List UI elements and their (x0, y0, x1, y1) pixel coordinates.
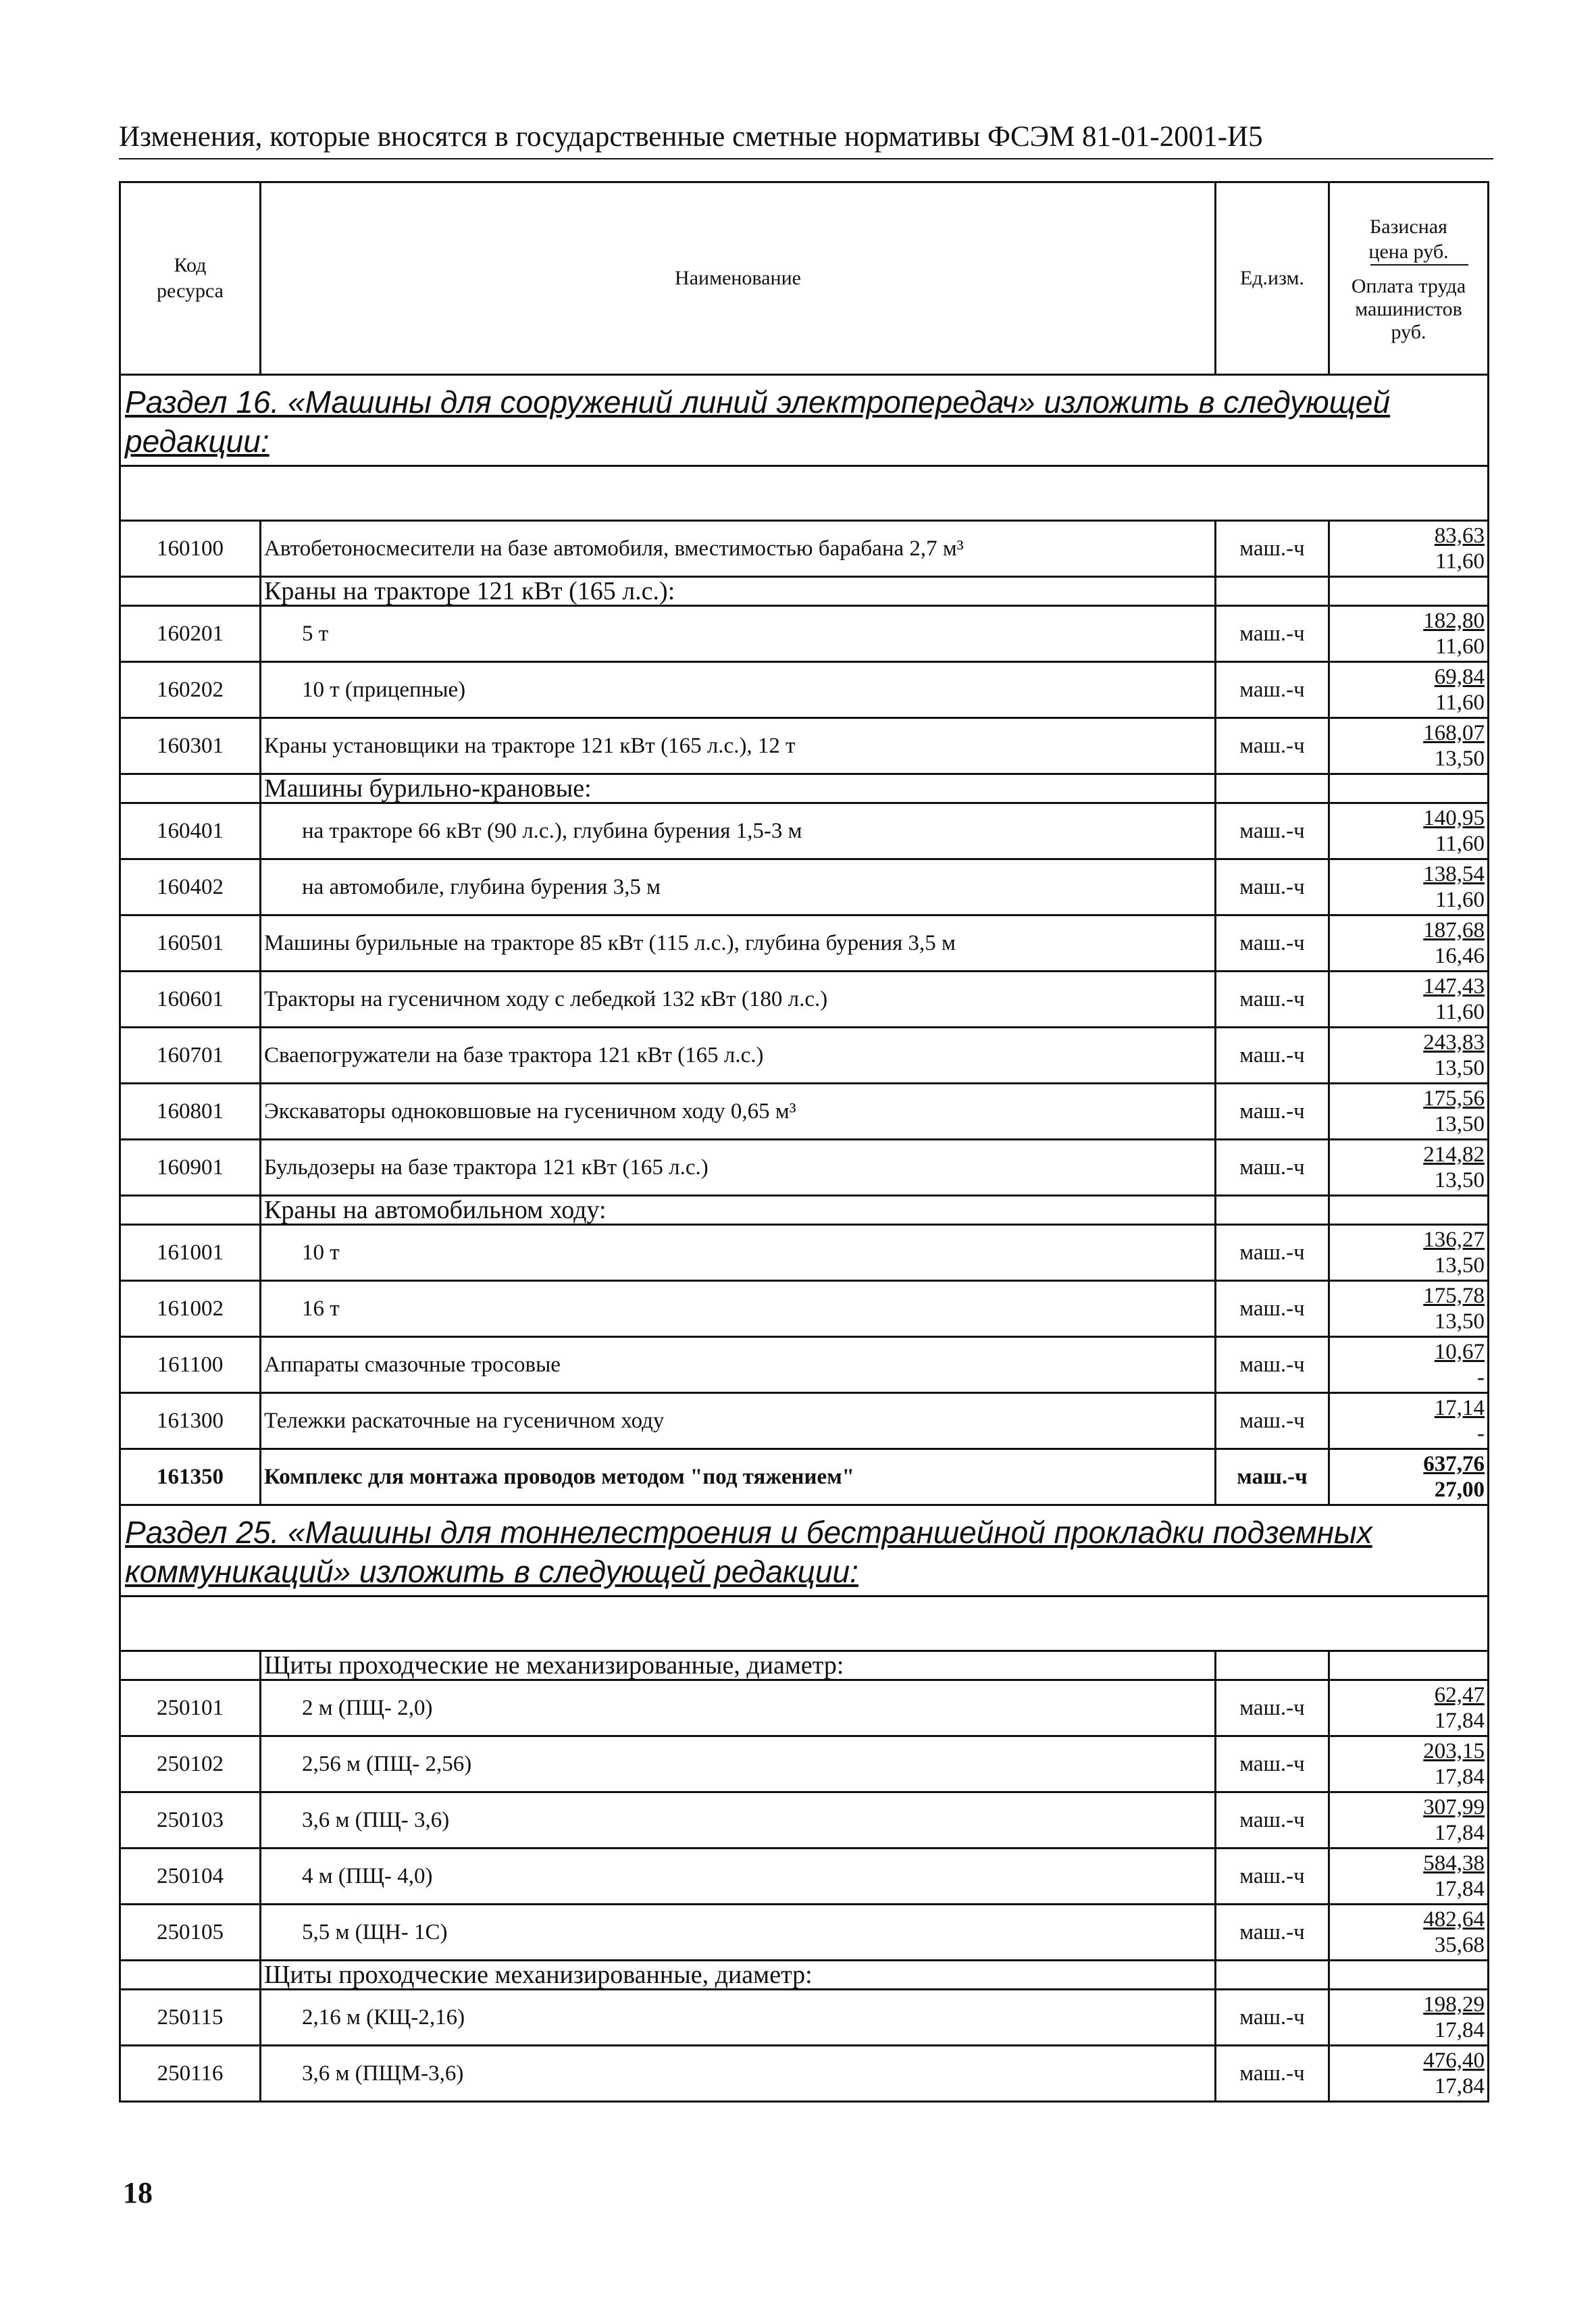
resource-unit: маш.-ч (1216, 1848, 1329, 1905)
group-code-cell (120, 577, 261, 606)
price-cell (1329, 1449, 1489, 1505)
resource-code: 161300 (120, 1393, 261, 1449)
resource-code: 161002 (120, 1281, 261, 1337)
resource-name: Тележки раскаточные на гусеничном ходу (261, 1393, 1216, 1449)
base-price-value: 10,67 (1434, 1340, 1485, 1364)
column-header-code: Код ресурса (120, 182, 261, 375)
section-row (120, 1505, 1489, 1596)
section-title (120, 375, 1489, 466)
resource-unit: маш.-ч (1216, 1905, 1329, 1961)
base-price-value: 62,47 (1434, 1683, 1485, 1707)
column-header-name: Наименование (261, 182, 1216, 375)
resource-code: 160601 (120, 972, 261, 1028)
group-code-cell (120, 1651, 261, 1680)
base-price (1330, 1451, 1485, 1477)
price-cell (1329, 1225, 1489, 1281)
base-price (1330, 664, 1485, 690)
resource-code: 160201 (120, 606, 261, 662)
base-price-value: 140,95 (1423, 806, 1485, 830)
operator-wage: 13,50 (1434, 1253, 1485, 1278)
operator-wage: - (1477, 1365, 1485, 1390)
resource-unit: маш.-ч (1216, 1337, 1329, 1393)
group-name: Щиты проходческие не механизированные, диаметр: (261, 1651, 1216, 1680)
base-price-value: 69,84 (1434, 665, 1485, 689)
base-price-value: 182,80 (1423, 609, 1485, 633)
operator-wage: 13,50 (1434, 747, 1485, 771)
resource-name: 3,6 м (ПЩМ-3,6) (261, 2046, 1216, 2102)
resource-code: 160301 (120, 718, 261, 774)
operator-wage: 35,68 (1434, 1933, 1485, 1957)
resource-code: 250115 (120, 1990, 261, 2046)
resource-code: 161350 (120, 1449, 261, 1505)
base-price (1330, 720, 1485, 746)
resource-code: 160100 (120, 521, 261, 577)
group-code-cell (120, 1961, 261, 1990)
resource-table (119, 181, 1489, 2103)
table-row (120, 1281, 1489, 1337)
resource-name: 10 т (261, 1225, 1216, 1281)
base-price (1330, 1142, 1485, 1167)
resource-name: Сваепогружатели на базе трактора 121 кВт (165 л.с.) (261, 1028, 1216, 1084)
operator-wage: 11,60 (1435, 832, 1485, 856)
base-price (1330, 1395, 1485, 1421)
base-price-value: 482,64 (1423, 1907, 1485, 1932)
resource-unit: маш.-ч (1216, 2046, 1329, 2102)
table-row (120, 718, 1489, 774)
resource-unit: маш.-ч (1216, 1028, 1329, 1084)
group-unit-cell (1216, 1961, 1329, 1990)
operator-wage: 17,84 (1434, 1821, 1485, 1845)
operator-wage: 17,84 (1434, 1877, 1485, 1901)
resource-name: Комплекс для монтажа проводов методом "под тяжением" (261, 1449, 1216, 1505)
resource-unit: маш.-ч (1216, 972, 1329, 1028)
base-price (1330, 974, 1485, 999)
resource-unit: маш.-ч (1216, 915, 1329, 972)
price-cell (1329, 1680, 1489, 1736)
base-price (1330, 1283, 1485, 1309)
table-row (120, 803, 1489, 859)
price-cell (1329, 2046, 1489, 2102)
resource-unit: маш.-ч (1216, 1393, 1329, 1449)
base-price (1330, 917, 1485, 943)
operator-wage: 11,60 (1435, 634, 1485, 659)
base-price-value: 136,27 (1423, 1228, 1485, 1252)
resource-name: 10 т (прицепные) (261, 662, 1216, 718)
resource-name: Автобетоносмесители на базе автомобиля, вместимостью барабана 2,7 м³ (261, 521, 1216, 577)
base-price-value: 637,76 (1423, 1452, 1485, 1476)
resource-unit: маш.-ч (1216, 1225, 1329, 1281)
group-name: Щиты проходческие механизированные, диаметр: (261, 1961, 1216, 1990)
table-row (120, 859, 1489, 915)
base-price (1330, 805, 1485, 831)
resource-code: 250105 (120, 1905, 261, 1961)
group-name: Краны на тракторе 121 кВт (165 л.с.): (261, 577, 1216, 606)
resource-code: 161100 (120, 1337, 261, 1393)
price-cell (1329, 915, 1489, 972)
group-row (120, 774, 1489, 803)
price-cell (1329, 521, 1489, 577)
resource-name: Машины бурильные на тракторе 85 кВт (115 л.с.), глубина бурения 3,5 м (261, 915, 1216, 972)
resource-code: 160202 (120, 662, 261, 718)
blank-cell (120, 466, 1489, 521)
operator-wage: 17,84 (1434, 2074, 1485, 2098)
table-row (120, 1449, 1489, 1505)
section-title-text: Раздел 16. «Машины для сооружений линий электропередач» изложить в следующей редакции: (125, 384, 1391, 459)
price-cell (1329, 1028, 1489, 1084)
table-row (120, 1225, 1489, 1281)
operator-wage: 13,50 (1434, 1309, 1485, 1334)
base-price (1330, 1086, 1485, 1111)
group-code-cell (120, 774, 261, 803)
price-cell (1329, 662, 1489, 718)
resource-name: Краны установщики на тракторе 121 кВт (165 л.с.), 12 т (261, 718, 1216, 774)
resource-code: 160501 (120, 915, 261, 972)
resource-code: 250101 (120, 1680, 261, 1736)
base-price (1330, 861, 1485, 887)
resource-unit: маш.-ч (1216, 1449, 1329, 1505)
base-price (1330, 523, 1485, 549)
base-price (1330, 1907, 1485, 1932)
base-price (1330, 2048, 1485, 2073)
resource-code: 161001 (120, 1225, 261, 1281)
operator-wage: 11,60 (1435, 1000, 1485, 1024)
price-cell (1329, 1337, 1489, 1393)
price-cell (1329, 859, 1489, 915)
price-cell (1329, 972, 1489, 1028)
table-row (120, 972, 1489, 1028)
operator-wage: 13,50 (1434, 1056, 1485, 1080)
resource-code: 160402 (120, 859, 261, 915)
price-cell (1329, 1990, 1489, 2046)
base-price-value: 168,07 (1423, 721, 1485, 745)
base-price (1330, 1227, 1485, 1253)
group-price-cell (1329, 1651, 1489, 1680)
operator-wage: 13,50 (1434, 1112, 1485, 1136)
resource-name: 2,56 м (ПЩ- 2,56) (261, 1736, 1216, 1792)
base-price (1330, 1992, 1485, 2017)
table-row (120, 606, 1489, 662)
resource-code: 250103 (120, 1792, 261, 1848)
resource-name: Аппараты смазочные тросовые (261, 1337, 1216, 1393)
blank-row (120, 466, 1489, 521)
table-row (120, 1140, 1489, 1196)
operator-wage: 11,60 (1435, 888, 1485, 912)
operator-wage: 27,00 (1434, 1478, 1485, 1502)
group-row (120, 577, 1489, 606)
base-price (1330, 1030, 1485, 1055)
resource-name: Тракторы на гусеничном ходу с лебедкой 132 кВт (180 л.с.) (261, 972, 1216, 1028)
resource-code: 160701 (120, 1028, 261, 1084)
operator-wage: 16,46 (1434, 944, 1485, 968)
group-price-cell (1329, 1196, 1489, 1225)
price-cell (1329, 1084, 1489, 1140)
base-price-value: 203,15 (1423, 1739, 1485, 1763)
resource-unit: маш.-ч (1216, 1680, 1329, 1736)
section-title (120, 1505, 1489, 1596)
table-row (120, 1848, 1489, 1905)
price-label: Базисная цена руб. (1368, 216, 1449, 263)
price-cell (1329, 1905, 1489, 1961)
table-header-row (120, 182, 1489, 375)
resource-unit: маш.-ч (1216, 1140, 1329, 1196)
base-price-value: 175,56 (1423, 1086, 1485, 1111)
base-price-value: 147,43 (1423, 974, 1485, 999)
column-header-unit: Ед.изм. (1216, 182, 1329, 375)
group-unit-cell (1216, 1651, 1329, 1680)
base-price-value: 17,14 (1434, 1396, 1485, 1420)
resource-name: 5,5 м (ЩН- 1С) (261, 1905, 1216, 1961)
operator-wage: 11,60 (1435, 690, 1485, 715)
base-price-value: 83,63 (1434, 524, 1485, 548)
group-row (120, 1961, 1489, 1990)
base-price-value: 584,38 (1423, 1851, 1485, 1876)
operator-wage: 17,84 (1434, 1709, 1485, 1733)
price-cell (1329, 1848, 1489, 1905)
section-row (120, 375, 1489, 466)
wage-label: Оплата труда машинистов руб. (1351, 275, 1466, 343)
operator-wage: - (1477, 1422, 1485, 1446)
table-row (120, 1337, 1489, 1393)
resource-unit: маш.-ч (1216, 1736, 1329, 1792)
resource-unit: маш.-ч (1216, 1281, 1329, 1337)
table-row (120, 1792, 1489, 1848)
price-cell (1329, 803, 1489, 859)
resource-name: Экскаваторы одноковшовые на гусеничном ходу 0,65 м³ (261, 1084, 1216, 1140)
base-price (1330, 1682, 1485, 1708)
group-unit-cell (1216, 577, 1329, 606)
operator-wage: 13,50 (1434, 1168, 1485, 1192)
operator-wage: 17,84 (1434, 2018, 1485, 2042)
group-unit-cell (1216, 1196, 1329, 1225)
base-price-value: 187,68 (1423, 918, 1485, 942)
blank-row (120, 1596, 1489, 1651)
price-cell (1329, 718, 1489, 774)
price-cell (1329, 1140, 1489, 1196)
price-cell (1329, 1393, 1489, 1449)
base-price (1330, 1851, 1485, 1876)
table-row (120, 1680, 1489, 1736)
page-number: 18 (123, 2176, 153, 2209)
resource-name: на тракторе 66 кВт (90 л.с.), глубина бурения 1,5-3 м (261, 803, 1216, 859)
resource-unit: маш.-ч (1216, 521, 1329, 577)
resource-name: Бульдозеры на базе трактора 121 кВт (165 л.с.) (261, 1140, 1216, 1196)
document-header: Изменения, которые вносятся в государственные сметные нормативы ФСЭМ 81-01-2001-И5 (119, 121, 1263, 153)
price-cell (1329, 606, 1489, 662)
group-price-cell (1329, 1961, 1489, 1990)
resource-name: 2,16 м (КЩ-2,16) (261, 1990, 1216, 2046)
base-price (1330, 1794, 1485, 1820)
base-price-value: 138,54 (1423, 862, 1485, 886)
resource-name: 16 т (261, 1281, 1216, 1337)
base-price-value: 243,83 (1423, 1030, 1485, 1055)
table-row (120, 1905, 1489, 1961)
table-row (120, 662, 1489, 718)
base-price-value: 214,82 (1423, 1142, 1485, 1167)
resource-code: 160901 (120, 1140, 261, 1196)
resource-name: 5 т (261, 606, 1216, 662)
operator-wage: 17,84 (1434, 1765, 1485, 1789)
resource-name: 4 м (ПЩ- 4,0) (261, 1848, 1216, 1905)
blank-cell (120, 1596, 1489, 1651)
price-cell (1329, 1281, 1489, 1337)
group-name: Краны на автомобильном ходу: (261, 1196, 1216, 1225)
base-price-value: 476,40 (1423, 2048, 1485, 2073)
resource-code: 250116 (120, 2046, 261, 2102)
group-row (120, 1196, 1489, 1225)
base-price-value: 175,78 (1423, 1284, 1485, 1308)
table-row (120, 1084, 1489, 1140)
resource-unit: маш.-ч (1216, 803, 1329, 859)
resource-unit: маш.-ч (1216, 1084, 1329, 1140)
base-price (1330, 1339, 1485, 1365)
table-row (120, 1028, 1489, 1084)
base-price (1330, 608, 1485, 634)
header-rule (119, 158, 1493, 159)
table-row (120, 2046, 1489, 2102)
group-unit-cell (1216, 774, 1329, 803)
base-price (1330, 1738, 1485, 1764)
resource-code: 250104 (120, 1848, 261, 1905)
group-price-cell (1329, 774, 1489, 803)
group-code-cell (120, 1196, 261, 1225)
table-body (120, 182, 1489, 2102)
table-row (120, 1393, 1489, 1449)
resource-unit: маш.-ч (1216, 662, 1329, 718)
group-name: Машины бурильно-крановые: (261, 774, 1216, 803)
operator-wage: 11,60 (1435, 549, 1485, 574)
section-title-text: Раздел 25. «Машины для тоннелестроения и бестраншейной прокладки подземных коммуникаций» изложить в следующей редакции: (125, 1515, 1372, 1589)
group-row (120, 1651, 1489, 1680)
resource-code: 160401 (120, 803, 261, 859)
resource-name: 2 м (ПЩ- 2,0) (261, 1680, 1216, 1736)
group-price-cell (1329, 577, 1489, 606)
resource-name: на автомобиле, глубина бурения 3,5 м (261, 859, 1216, 915)
resource-code: 250102 (120, 1736, 261, 1792)
resource-unit: маш.-ч (1216, 718, 1329, 774)
table-row (120, 1736, 1489, 1792)
resource-name: 3,6 м (ПЩ- 3,6) (261, 1792, 1216, 1848)
table-row (120, 915, 1489, 972)
resource-unit: маш.-ч (1216, 859, 1329, 915)
resource-code: 160801 (120, 1084, 261, 1140)
price-cell (1329, 1792, 1489, 1848)
resource-unit: маш.-ч (1216, 1792, 1329, 1848)
table-row (120, 1990, 1489, 2046)
resource-unit: маш.-ч (1216, 606, 1329, 662)
price-cell (1329, 1736, 1489, 1792)
table-row (120, 521, 1489, 577)
column-header-price (1329, 182, 1489, 375)
base-price-value: 198,29 (1423, 1992, 1485, 2017)
base-price-value: 307,99 (1423, 1795, 1485, 1819)
resource-unit: маш.-ч (1216, 1990, 1329, 2046)
